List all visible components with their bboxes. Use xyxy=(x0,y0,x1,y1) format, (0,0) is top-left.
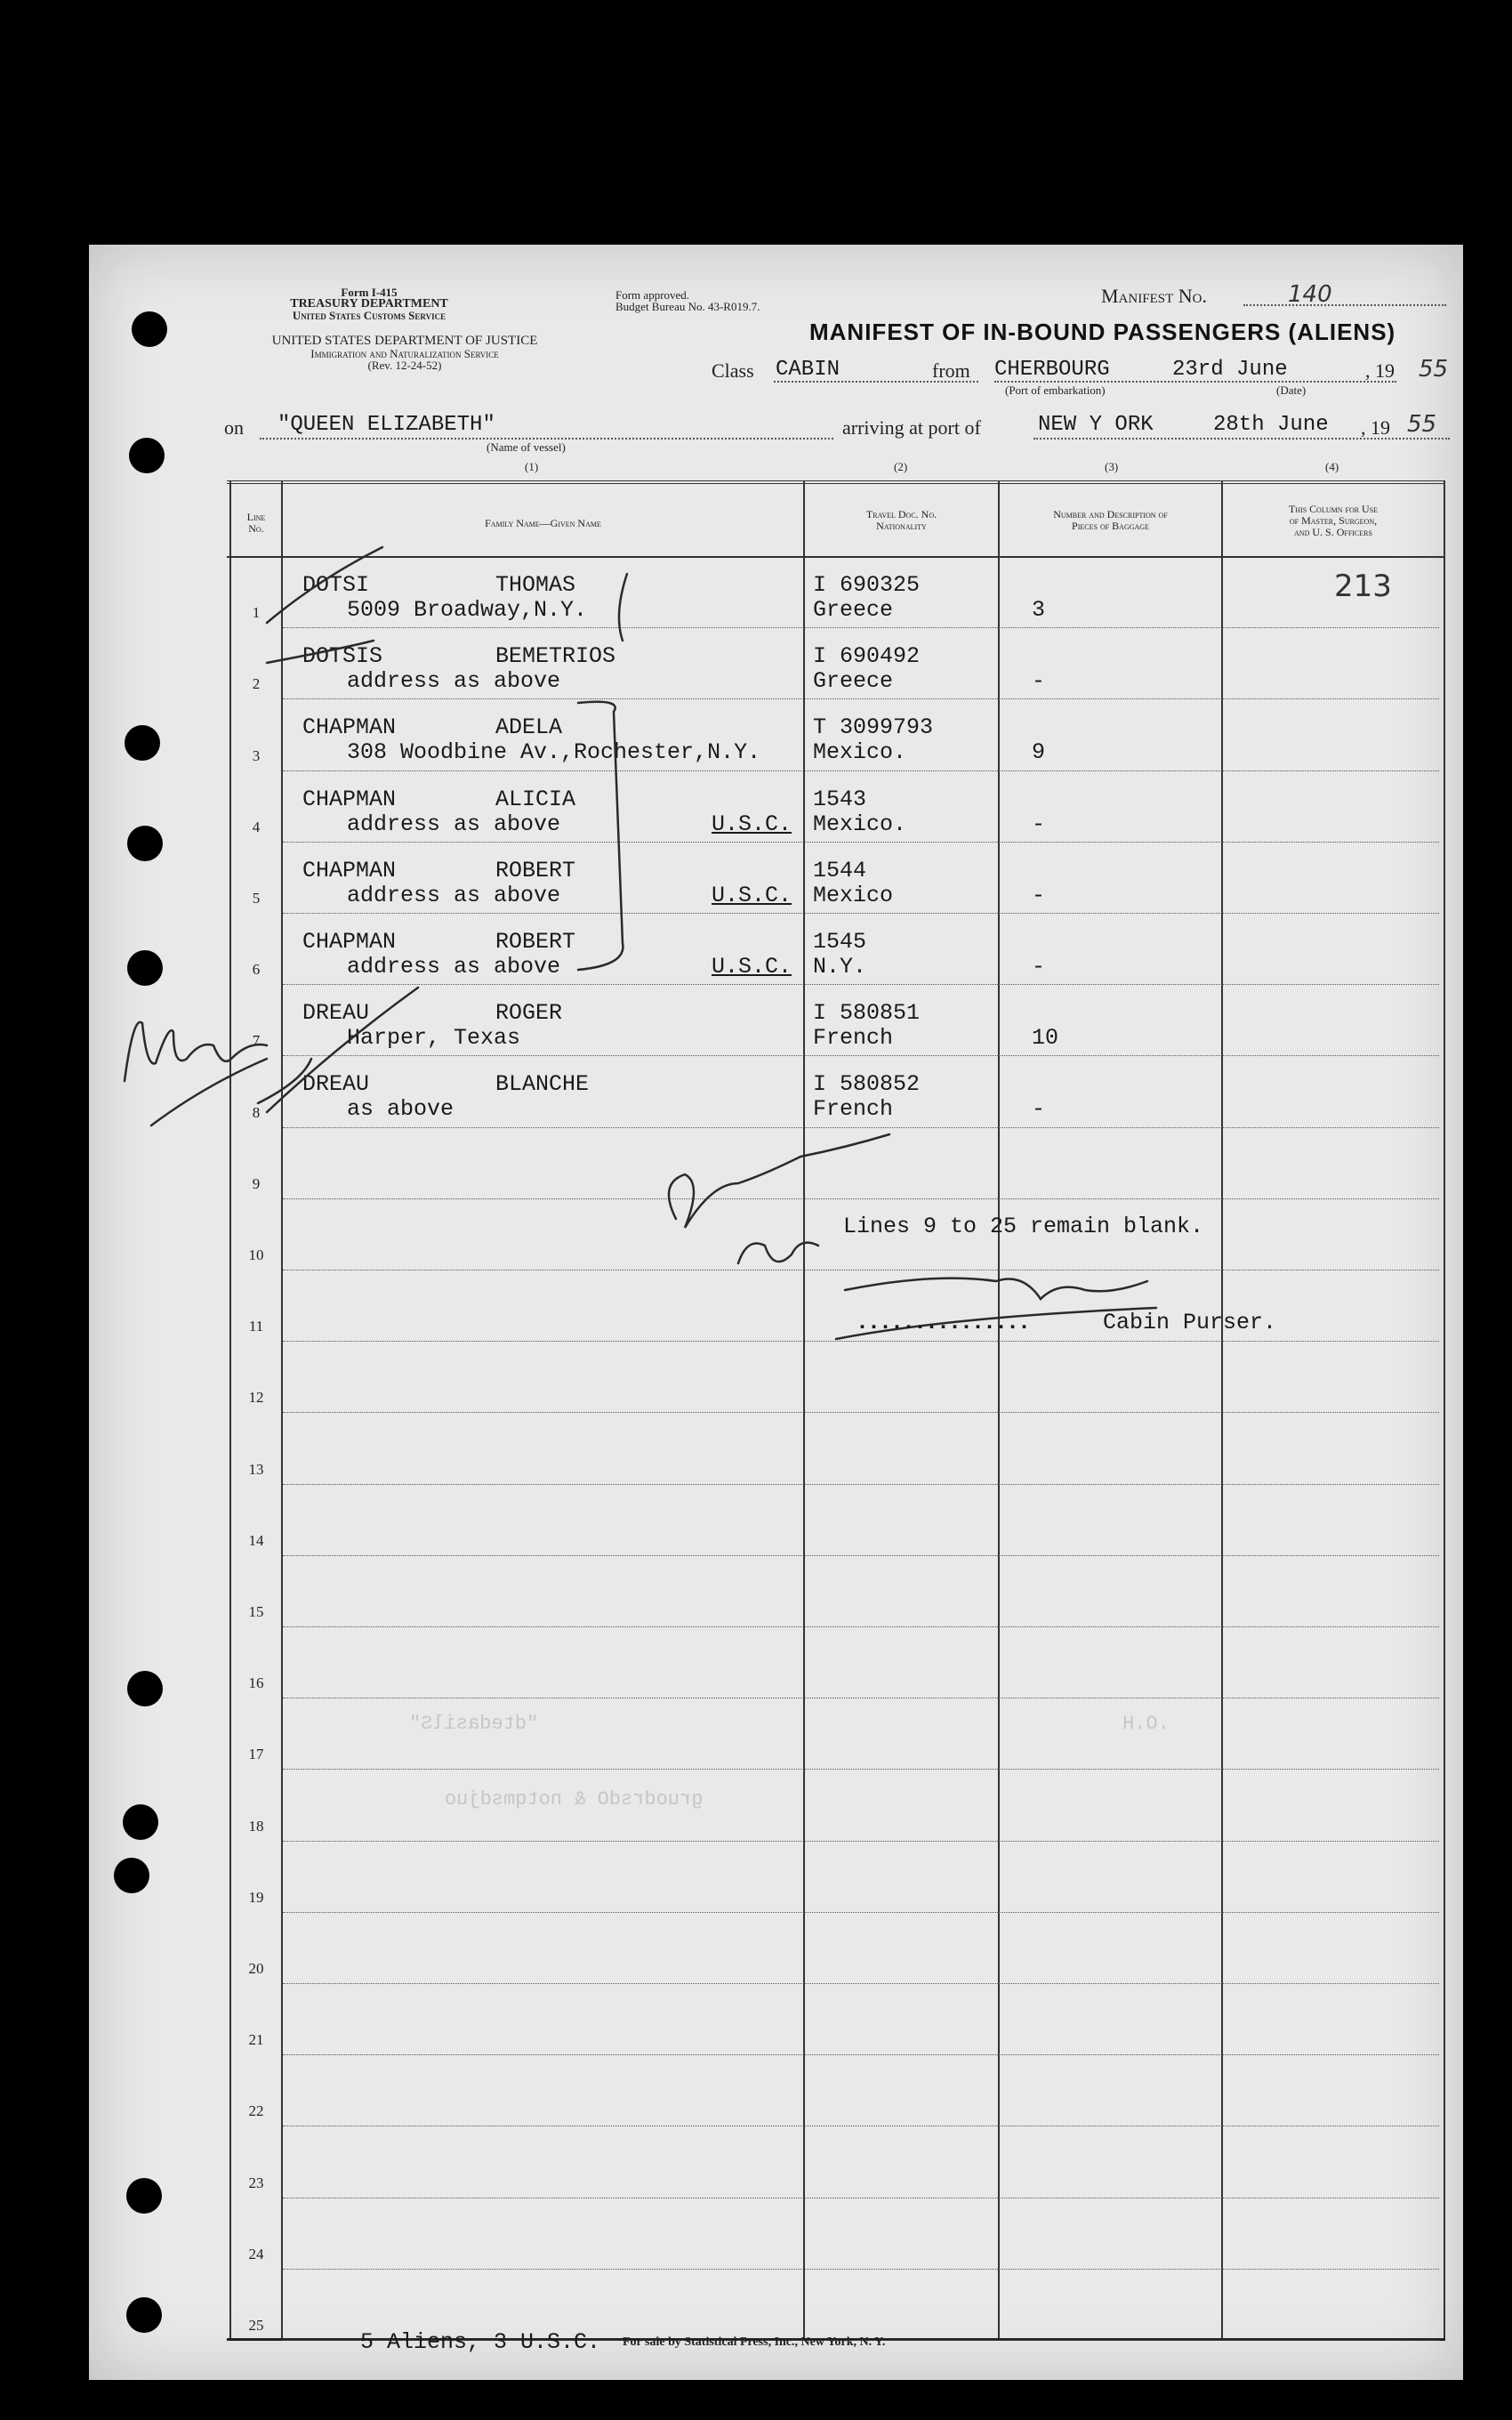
manifest-no-row xyxy=(1101,281,1448,313)
punch-hole xyxy=(127,1671,163,1706)
travel-doc-no: 1545 xyxy=(813,929,867,955)
col-header-line-no: Line No. xyxy=(246,511,266,535)
line-number: 3 xyxy=(252,746,261,764)
usc-mark: U.S.C. xyxy=(712,954,792,980)
punch-hole xyxy=(132,311,167,347)
form-id-block xyxy=(276,286,462,321)
row-rule xyxy=(283,984,1439,985)
baggage-count: - xyxy=(1032,954,1046,980)
family-name: CHAPMAN xyxy=(302,857,397,883)
row-rule xyxy=(283,2269,1439,2270)
line-number: 6 xyxy=(252,961,261,979)
ins-service: Immigration and Naturalization Service xyxy=(310,347,499,360)
row-rule xyxy=(283,1626,1439,1627)
given-name: THOMAS xyxy=(495,572,576,598)
date-caption: (Date) xyxy=(1276,383,1307,397)
given-name: ROBERT xyxy=(495,929,576,955)
port-caption: (Port of embarkation) xyxy=(1005,383,1106,397)
arriving-label: arriving at port of xyxy=(842,416,981,439)
row-rule xyxy=(283,1484,1439,1485)
purser-label: Cabin Purser. xyxy=(1103,1310,1277,1335)
baggage-count: - xyxy=(1032,882,1046,908)
customs-service: United States Customs Service xyxy=(292,309,446,322)
line-number: 22 xyxy=(248,2102,264,2120)
footer-summary: 5 Aliens, 3 U.S.C. xyxy=(360,2329,601,2355)
row-rule xyxy=(283,1912,1439,1913)
row-rule xyxy=(283,1841,1439,1842)
col-number-2: (2) xyxy=(894,460,908,473)
arrival-port: NEW Y ORK xyxy=(1038,413,1154,437)
line-number: 8 xyxy=(252,1103,261,1121)
baggage-count: 10 xyxy=(1032,1025,1059,1052)
manifest-label: Manifest No. xyxy=(1101,285,1207,307)
table-top-border xyxy=(227,480,1445,484)
address: Harper, Texas xyxy=(347,1025,521,1052)
row-rule xyxy=(283,913,1439,914)
row-rule xyxy=(283,1127,1439,1128)
row-rule xyxy=(283,1769,1439,1770)
punch-hole xyxy=(123,1804,158,1840)
family-name: CHAPMAN xyxy=(302,714,397,741)
line-number: 9 xyxy=(252,1174,261,1192)
line-number: 18 xyxy=(248,1817,264,1835)
punch-hole xyxy=(114,1858,149,1893)
blank-lines-note: Lines 9 to 25 remain blank. xyxy=(843,1214,1204,1239)
baggage-count: 9 xyxy=(1032,739,1046,766)
travel-doc-no: 1544 xyxy=(813,857,867,883)
punch-hole xyxy=(125,725,160,761)
baggage-count: - xyxy=(1032,1096,1046,1123)
nationality: Mexico. xyxy=(813,811,907,837)
line-number: 16 xyxy=(248,1674,264,1692)
nationality: French xyxy=(813,1025,894,1052)
address: address as above xyxy=(347,811,561,837)
table-header-border xyxy=(227,556,1445,558)
printer-credit: For sale by Statistical Press, Inc., New York, N. Y. xyxy=(623,2335,886,2349)
usc-mark: U.S.C. xyxy=(712,882,792,908)
line-number: 7 xyxy=(252,1032,261,1050)
row-rule xyxy=(283,842,1439,843)
budget-bureau: Budget Bureau No. 43-R019.7. xyxy=(615,300,760,313)
nationality: Mexico. xyxy=(813,739,907,766)
row-rule xyxy=(283,698,1439,699)
punch-hole xyxy=(129,438,165,473)
address: as above xyxy=(347,1096,454,1123)
line-number: 21 xyxy=(248,2031,264,2049)
travel-doc-no: T 3099793 xyxy=(813,714,934,741)
line-number: 11 xyxy=(248,1318,264,1335)
line-number: 17 xyxy=(248,1746,264,1763)
vessel-caption: (Name of vessel) xyxy=(487,440,566,454)
row-rule xyxy=(283,1412,1439,1413)
given-name: ALICIA xyxy=(495,786,576,812)
col-number-3: (3) xyxy=(1105,460,1119,473)
travel-doc-no: 1543 xyxy=(813,786,867,812)
punch-hole xyxy=(126,2178,162,2214)
nationality: Greece xyxy=(813,668,894,695)
revision-date: (Rev. 12-24-52) xyxy=(367,359,442,372)
embark-year: 55 xyxy=(1419,356,1449,383)
travel-doc-no: I 580851 xyxy=(813,1000,921,1027)
year-prefix: , 19 xyxy=(1365,359,1395,382)
col-header-baggage: Number and Description of Pieces of Baggage xyxy=(1053,508,1168,532)
line-number: 24 xyxy=(248,2245,264,2263)
punch-hole xyxy=(127,950,163,986)
arrival-year: 55 xyxy=(1407,411,1437,438)
family-name: DOTSI xyxy=(302,572,370,598)
line-number: 2 xyxy=(252,675,261,693)
baggage-count: 3 xyxy=(1032,597,1046,623)
line-number: 19 xyxy=(248,1888,264,1906)
family-name: DREAU xyxy=(302,1071,370,1098)
travel-doc-no: I 690325 xyxy=(813,572,921,598)
port-of-embarkation: CHERBOURG xyxy=(994,358,1110,382)
line-number: 25 xyxy=(248,2317,264,2334)
row-rule xyxy=(283,1555,1439,1556)
approval-block xyxy=(615,289,829,312)
line-number: 12 xyxy=(248,1389,264,1407)
row-rule xyxy=(283,627,1439,628)
address: address as above xyxy=(347,954,561,980)
line-number: 23 xyxy=(248,2174,264,2191)
nationality: Mexico xyxy=(813,882,894,908)
arrival-date: 28th June xyxy=(1213,413,1329,437)
given-name: ROBERT xyxy=(495,857,576,883)
punch-hole xyxy=(126,2297,162,2333)
col-header-name: Family Name—Given Name xyxy=(485,517,601,529)
line-number: 4 xyxy=(252,818,261,835)
vessel-row xyxy=(224,411,1452,464)
family-name: CHAPMAN xyxy=(302,786,397,812)
col-number-4: (4) xyxy=(1325,460,1339,473)
treasury-department: TREASURY DEPARTMENT xyxy=(290,297,448,311)
given-name: BLANCHE xyxy=(495,1071,590,1098)
row-rule xyxy=(283,1055,1439,1056)
form-number: Form I-415 xyxy=(341,286,398,299)
address: address as above xyxy=(347,882,561,908)
address: 308 Woodbine Av.,Rochester,N.Y. xyxy=(347,739,761,766)
justice-block xyxy=(227,334,583,371)
class-value: CABIN xyxy=(776,358,840,382)
row-rule xyxy=(283,1341,1439,1342)
line-number: 15 xyxy=(248,1603,264,1620)
family-name: DREAU xyxy=(302,1000,370,1027)
address: address as above xyxy=(347,668,561,695)
col-number-1: (1) xyxy=(525,460,539,473)
line-number: 13 xyxy=(248,1460,264,1478)
baggage-count: - xyxy=(1032,811,1046,837)
officer-note: 213 xyxy=(1334,569,1392,604)
row-rule xyxy=(283,1983,1439,1984)
col-header-officers: This Column for Use of Master, Surgeon, and U. S. Officers xyxy=(1288,503,1379,538)
row-rule xyxy=(283,1198,1439,1199)
purser-dots: ............... xyxy=(856,1310,1030,1335)
manifest-title: MANIFEST OF IN-BOUND PASSENGERS (ALIENS) xyxy=(809,319,1396,345)
travel-doc-no: I 690492 xyxy=(813,643,921,670)
col-header-travel-doc: Travel Doc. No. Nationality xyxy=(865,508,937,532)
year-prefix-2: , 19 xyxy=(1361,416,1390,439)
family-name: CHAPMAN xyxy=(302,929,397,955)
line-number: 10 xyxy=(248,1246,264,1263)
address: 5009 Broadway,N.Y. xyxy=(347,597,588,623)
from-label: from xyxy=(932,359,970,382)
row-rule xyxy=(283,2054,1439,2055)
line-number: 5 xyxy=(252,890,261,907)
on-label: on xyxy=(224,416,244,439)
class-row xyxy=(712,356,1450,400)
given-name: ADELA xyxy=(495,714,563,741)
form-approved: Form approved. xyxy=(615,288,690,302)
punch-hole xyxy=(127,826,163,861)
nationality: French xyxy=(813,1096,894,1123)
nationality: N.Y. xyxy=(813,954,867,980)
vessel-name: "QUEEN ELIZABETH" xyxy=(277,413,495,437)
nationality: Greece xyxy=(813,597,894,623)
embark-date: 23rd June xyxy=(1172,358,1288,382)
justice-department: UNITED STATES DEPARTMENT OF JUSTICE xyxy=(271,334,538,348)
class-label: Class xyxy=(712,359,754,382)
line-number: 14 xyxy=(248,1531,264,1549)
baggage-count: - xyxy=(1032,668,1046,695)
family-name: DOTSIS xyxy=(302,643,383,670)
usc-mark: U.S.C. xyxy=(712,811,792,837)
travel-doc-no: I 580852 xyxy=(813,1071,921,1098)
given-name: ROGER xyxy=(495,1000,563,1027)
row-rule xyxy=(283,770,1439,771)
line-number: 20 xyxy=(248,1960,264,1977)
manifest-number: 140 xyxy=(1288,281,1332,308)
line-number: 1 xyxy=(252,604,261,622)
given-name: BEMETRIOS xyxy=(495,643,616,670)
